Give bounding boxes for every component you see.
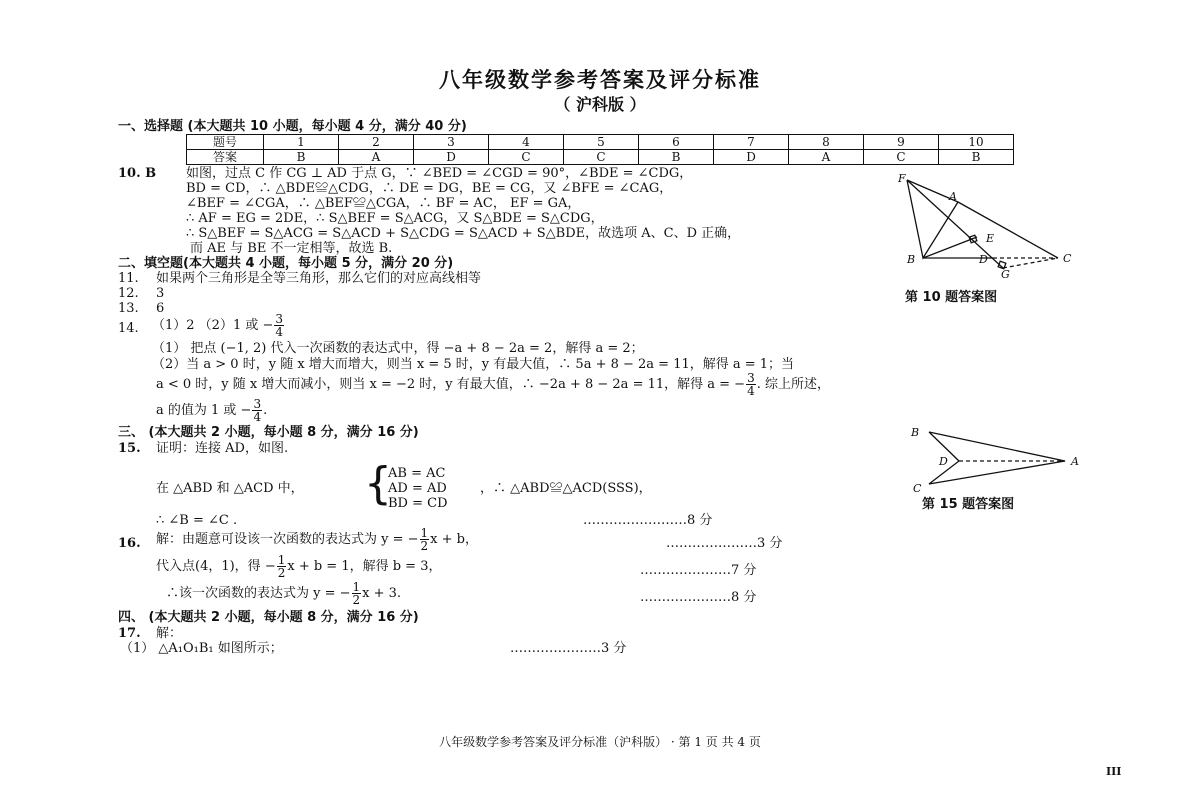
section2-header: 二、填空题(本大题共 4 小题，每小题 5 分，满分 20 分) (118, 256, 454, 271)
table-cell: 1 (264, 135, 339, 150)
table-cell: C (489, 150, 564, 165)
q14-number: 14. (118, 321, 139, 336)
point-label: A (1071, 455, 1079, 468)
table-cell: C (864, 150, 939, 165)
q16-line: 代入点(4，1)，得 − (156, 559, 276, 574)
numerator: 3 (253, 397, 262, 411)
table-cell: 10 (939, 135, 1014, 150)
q16-score: …………………8 分 (640, 590, 757, 605)
denominator: 2 (352, 593, 361, 607)
q15-system-eq: AB = AC (388, 466, 446, 481)
point-label: D (979, 253, 988, 266)
denominator: 4 (253, 410, 262, 424)
section4-header: 四、 (本大题共 2 小题，每小题 8 分，满分 16 分) (118, 610, 419, 625)
q15-number: 15. (118, 441, 141, 456)
q11-number: 11. (118, 271, 139, 286)
point-label: C (1063, 252, 1072, 265)
fraction (252, 398, 262, 423)
q13-answer: 6 (156, 301, 165, 316)
quadrilateral-abdc (929, 432, 1065, 484)
q14-line: a < 0 时，y 随 x 增大而减小，则当 x = −2 时，y 有最大值，∴ −2a + 8 − 2a = 11，解得 a = − (156, 377, 746, 392)
q15-score: ……………………8 分 (583, 513, 713, 528)
figure-15-diagram (905, 424, 1085, 496)
q17-line: （1） △A₁O₁B₁ 如图所示； (120, 641, 283, 656)
page-title: 八年级数学参考答案及评分标准 (439, 67, 761, 92)
point-label: A (949, 190, 957, 203)
table-cell: 4 (489, 135, 564, 150)
table-row-answers (187, 150, 1014, 165)
numerator: 1 (420, 526, 429, 540)
q15-intro: 在 △ABD 和 △ACD 中， (156, 481, 304, 496)
table-cell: B (639, 150, 714, 165)
q14-line: . 综上所述， (756, 377, 830, 392)
denominator: 2 (420, 539, 429, 553)
table-cell: D (414, 150, 489, 165)
section1-header: 一、选择题 (本大题共 10 小题，每小题 4 分，满分 40 分) (118, 119, 467, 134)
q10-line: BD = CD，∴ △BDE≌△CDG，∴ DE = DG，BE = CG，又 ∠BFE = ∠CAG， (186, 181, 673, 196)
q15-system-eq: AD = AD (388, 481, 447, 496)
q12-answer: 3 (156, 286, 165, 301)
q17-number: 17. (118, 626, 141, 641)
brace-symbol: { (364, 458, 392, 509)
q15-conclusion: ，∴ △ABD≌△ACD(SSS)， (480, 481, 652, 496)
q11-answer: 如果两个三角形是全等三角形，那么它们的对应高线相等 (156, 271, 482, 286)
answer-table (186, 134, 1014, 165)
table-cell: 7 (714, 135, 789, 150)
q14-line: （1） 把点 (−1, 2) 代入一次函数的表达式中，得 −a + 8 − 2a = 2，解得 a = 2； (152, 341, 644, 356)
q10-line: ∴ S△BEF = S△ACG = S△ACD + S△CDG = S△ACD + S△BDE，故选项 A、C、D 正确， (186, 226, 741, 241)
table-cell: 6 (639, 135, 714, 150)
q15-final: ∴ ∠B = ∠C . (156, 513, 238, 528)
q15-line: 证明：连接 AD，如图. (156, 441, 289, 456)
q16-row3 (166, 581, 401, 606)
table-cell: A (789, 150, 864, 165)
q14-answer: （1）2 （2）1 或 − (152, 318, 274, 333)
table-cell: B (939, 150, 1014, 165)
q13-number: 13. (118, 301, 139, 316)
point-label: F (898, 172, 906, 185)
fraction (420, 527, 430, 552)
q17-text: 解： (156, 626, 183, 641)
fraction (277, 554, 287, 579)
q16-line: ∴该一次函数的表达式为 y = − (166, 586, 351, 601)
segment-ac (958, 202, 1058, 258)
numerator: 1 (352, 580, 361, 594)
fraction (746, 372, 756, 397)
numerator: 1 (277, 553, 286, 567)
denominator: 4 (747, 384, 755, 398)
denominator: 2 (277, 566, 286, 580)
q16-line: x + b， (430, 532, 478, 547)
q10-line: ∴ AF = EG = 2DE，∴ S△BEF = S△ACG，又 S△BDE = S△CDG， (186, 211, 604, 226)
numerator: 3 (275, 312, 284, 326)
segment-gc-dashed (1003, 258, 1058, 268)
page-mark: III (1106, 765, 1122, 778)
table-row-label: 答案 (187, 150, 264, 165)
page-footer: 八年级数学参考答案及评分标准（沪科版） · 第 1 页 共 4 页 (439, 735, 761, 749)
table-cell: 2 (339, 135, 414, 150)
q16-line: 解：由题意可设该一次函数的表达式为 y = − (156, 532, 419, 547)
table-cell: 5 (564, 135, 639, 150)
q16-row1 (156, 527, 478, 552)
table-cell: 8 (789, 135, 864, 150)
denominator: 4 (275, 325, 284, 339)
q14-answer-row (152, 313, 285, 338)
segment-be (923, 237, 977, 258)
table-row-label: 题号 (187, 135, 264, 150)
fraction (274, 313, 284, 338)
q14-line3-row (156, 372, 830, 397)
q14-line: a 的值为 1 或 − (156, 403, 252, 418)
numerator: 3 (747, 371, 755, 385)
q16-number: 16. (118, 536, 141, 551)
q16-score: …………………7 分 (640, 563, 757, 578)
point-label: G (1001, 268, 1010, 280)
figure-10-diagram (893, 170, 1083, 280)
table-cell: 3 (414, 135, 489, 150)
point-label: B (907, 253, 916, 266)
q10-label: 10. B (118, 166, 157, 181)
table-cell: A (339, 150, 414, 165)
point-label: D (939, 455, 948, 468)
q16-score: …………………3 分 (666, 536, 783, 551)
figure-15-caption: 第 15 题答案图 (922, 497, 1015, 512)
section3-header: 三、 (本大题共 2 小题，每小题 8 分，满分 16 分) (118, 425, 419, 440)
point-label: B (911, 426, 920, 439)
q15-system-eq: BD = CD (388, 496, 448, 511)
q16-line: x + 3. (362, 586, 402, 601)
q16-line: x + b = 1，解得 b = 3， (287, 559, 442, 574)
q10-line: ∠BEF = ∠CGA，∴ △BEF≌△CGA，∴ BF = AC， EF = GA， (186, 196, 581, 211)
fraction (352, 581, 362, 606)
q17-score: …………………3 分 (510, 641, 627, 656)
table-row-numbers (187, 135, 1014, 150)
q16-row2 (156, 554, 441, 579)
figure-10-caption: 第 10 题答案图 (905, 290, 998, 305)
point-label: E (986, 232, 995, 245)
q10-line: 如图，过点 C 作 CG ⊥ AD 于点 G，∵ ∠BED = ∠CGD = 90°，∠BDE = ∠CDG， (186, 166, 693, 181)
page-subtitle: （ 沪科版 ） (554, 95, 646, 114)
q14-line: （2）当 a > 0 时，y 随 x 增大而增大，则当 x = 5 时，y 有最大值，∴ 5a + 8 − 2a = 11，解得 a = 1；当 (152, 357, 795, 372)
table-cell: B (264, 150, 339, 165)
q12-number: 12. (118, 286, 139, 301)
table-cell: 9 (864, 135, 939, 150)
table-cell: D (714, 150, 789, 165)
table-cell: C (564, 150, 639, 165)
point-label: C (913, 482, 922, 495)
q10-line: 而 AE 与 BE 不一定相等，故选 B. (190, 241, 393, 256)
q14-line: . (263, 403, 268, 418)
q14-line4-row (156, 398, 267, 423)
